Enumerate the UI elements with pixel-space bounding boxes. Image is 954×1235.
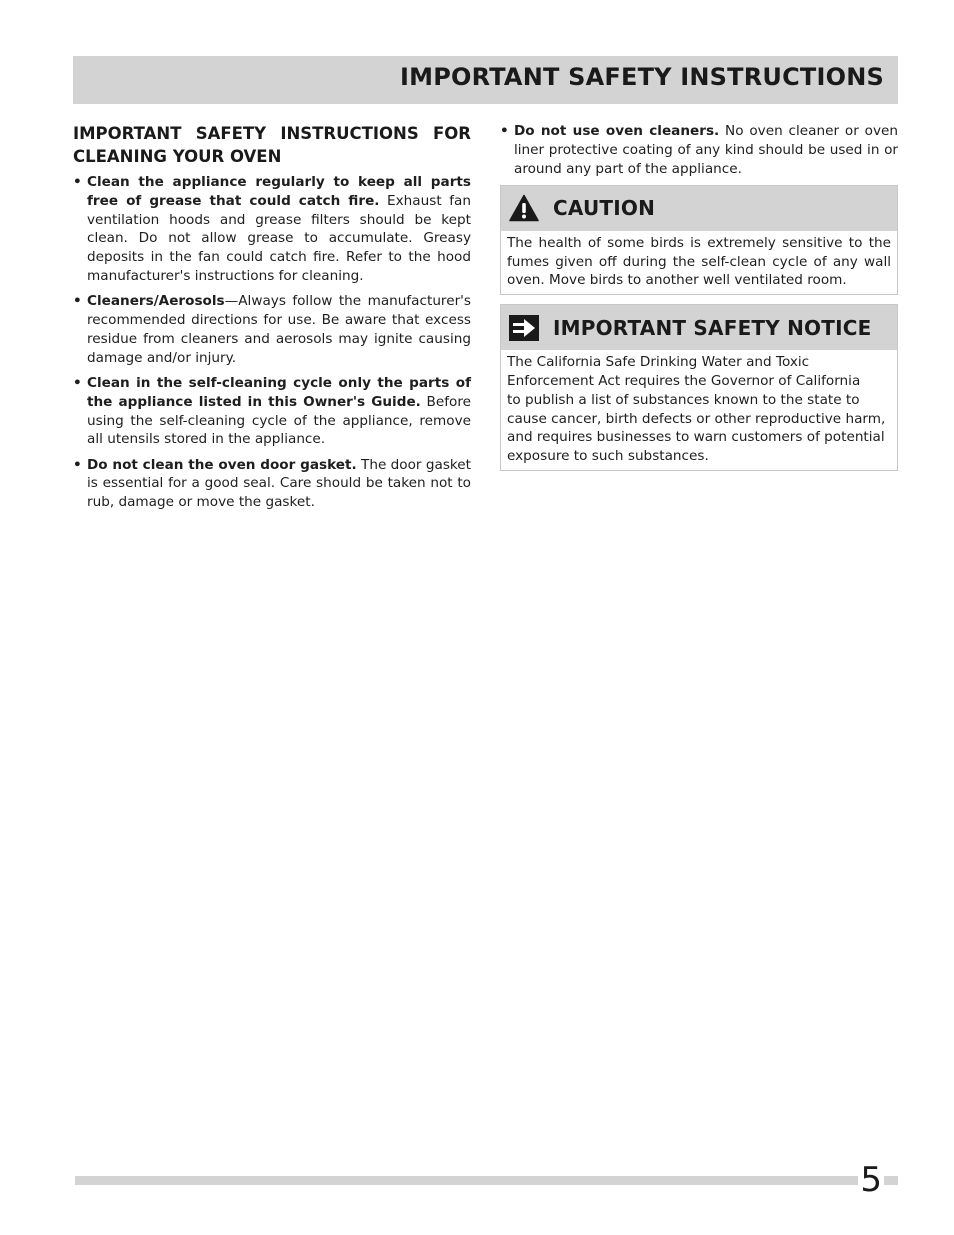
notice-header xyxy=(501,305,897,350)
list-item: • Clean in the self-cleaning cycle only the parts of the appliance listed in this Owner's Guide. Before using the self-cleaning cycle of the appliance, remove all utensils stored in the appliance. xyxy=(73,374,471,449)
right-bullet-list xyxy=(500,122,898,178)
arrow-right-icon xyxy=(509,314,539,342)
section-title: IMPORTANT SAFETY INSTRUCTIONS FOR CLEANING YOUR OVEN xyxy=(73,124,471,166)
caution-title: CAUTION xyxy=(553,196,656,221)
list-item: • Clean the appliance regularly to keep all parts free of grease that could catch fire. Exhaust fan ventilation hoods and grease filters should be kept clean. Do not allow grease to accumulate. Greasy deposits in the fan could catch fire. Refer to the hood manufacturer's instructions for cleaning. xyxy=(73,173,471,286)
list-item: • Do not clean the oven door gasket. The door gasket is essential for a good seal. Care should be taken not to rub, damage or move the gasket. xyxy=(73,456,471,512)
safety-notice-box xyxy=(500,304,898,471)
right-column xyxy=(500,122,898,471)
page-title: IMPORTANT SAFETY INSTRUCTIONS xyxy=(400,63,884,91)
notice-text: The California Safe Drinking Water and Toxic Enforcement Act requires the Governor of California to publish a list of substances known to the state to cause cancer, birth defects or other reproductive harm, and requires businesses to warn customers of potential exposure to such substances. xyxy=(507,354,886,465)
warning-triangle-icon xyxy=(509,194,539,222)
left-bullet-list xyxy=(73,173,471,512)
left-column xyxy=(73,122,471,519)
notice-title: IMPORTANT SAFETY NOTICE xyxy=(553,315,872,340)
caution-text: The health of some birds is extremely sensitive to the fumes given off during the self-clean cycle of any wall oven. Move birds to another well ventilated room. xyxy=(507,234,891,289)
page-number: 5 xyxy=(860,1160,882,1200)
list-item: • Do not use oven cleaners. No oven cleaner or oven liner protective coating of any kind should be used in or around any part of the appliance. xyxy=(500,122,898,178)
header-bar xyxy=(73,56,898,104)
footer-bar xyxy=(75,1176,898,1185)
caution-header xyxy=(501,186,897,231)
list-item: • Cleaners/Aerosols—Always follow the manufacturer's recommended directions for use. Be aware that excess residue from cleaners and aerosols may ignite causing damage and/or injury. xyxy=(73,292,471,367)
caution-box xyxy=(500,185,898,295)
